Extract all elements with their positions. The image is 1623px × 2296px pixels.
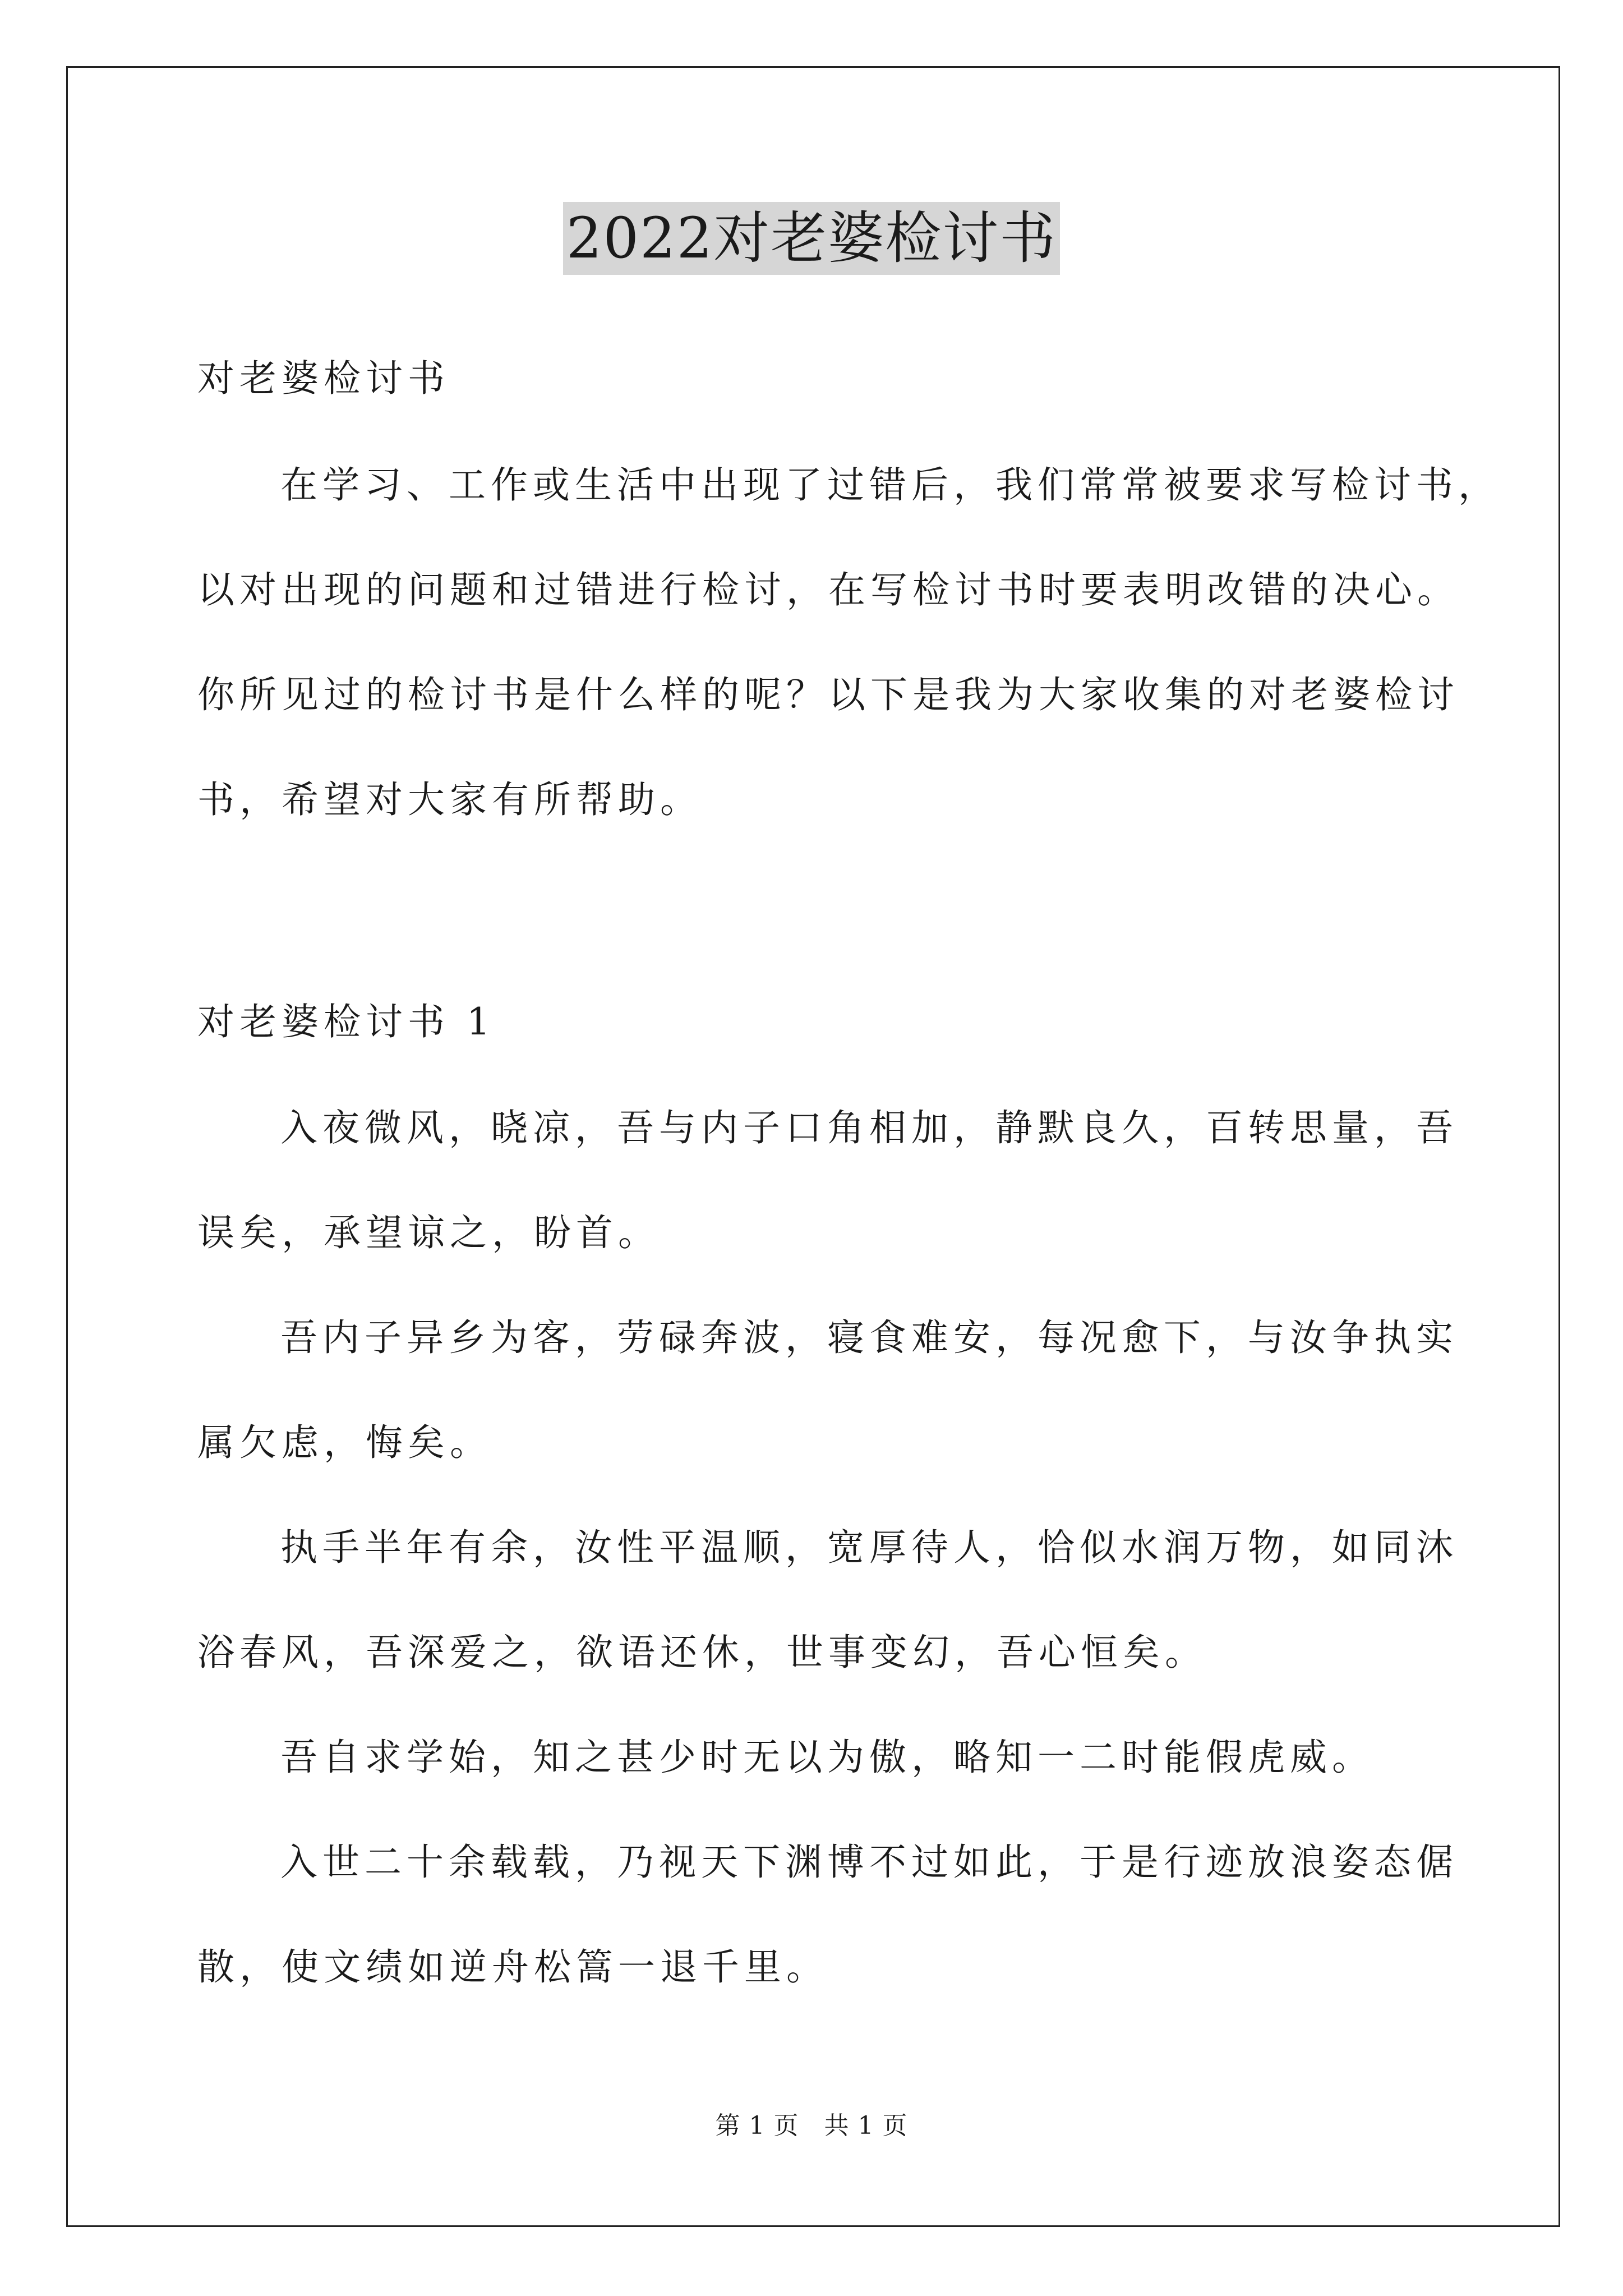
body-line-7: 吾自求学始，知之甚少时无以为傲，略知一二时能假虎威。 [280,1736,1374,1779]
body-line-8: 入世二十余载载，乃视天下渊博不过如此，于是行迹放浪姿态倨 [280,1841,1458,1884]
intro-line-3: 你所见过的检讨书是什么样的呢？以下是我为大家收集的对老婆检讨 [197,673,1459,716]
body-line-9: 散，使文绩如逆舟松篙一退千里。 [197,1945,828,1989]
intro-line-1: 在学习、工作或生活中出现了过错后，我们常常被要求写检讨书， [280,463,1500,507]
body-line-5: 执手半年有余，汝性平温顺，宽厚待人，恰似水润万物，如同沐 [280,1526,1458,1569]
body-line-2: 误矣，承望谅之，盼首。 [197,1211,660,1254]
document-title-block [0,202,1623,275]
body-line-1: 入夜微风，晓凉，吾与内子口角相加，静默良久，百转思量，吾 [280,1106,1458,1149]
body-line-3: 吾内子异乡为客，劳碌奔波，寝食难安，每况愈下，与汝争执实 [280,1316,1458,1359]
page-footer: 第 1 页 共 1 页 [715,2111,908,2140]
subtitle: 对老婆检讨书 [197,357,450,400]
document-title: 2022对老婆检讨书 [563,202,1061,275]
intro-line-2: 以对出现的问题和过错进行检讨，在写检讨书时要表明改错的决心。 [197,568,1459,611]
body-line-6: 浴春风，吾深爱之，欲语还休，世事变幻，吾心恒矣。 [197,1631,1207,1674]
section-heading: 对老婆检讨书 1 [197,1000,495,1043]
intro-line-4: 书，希望对大家有所帮助。 [197,778,702,821]
body-line-4: 属欠虑，悔矣。 [197,1421,492,1464]
